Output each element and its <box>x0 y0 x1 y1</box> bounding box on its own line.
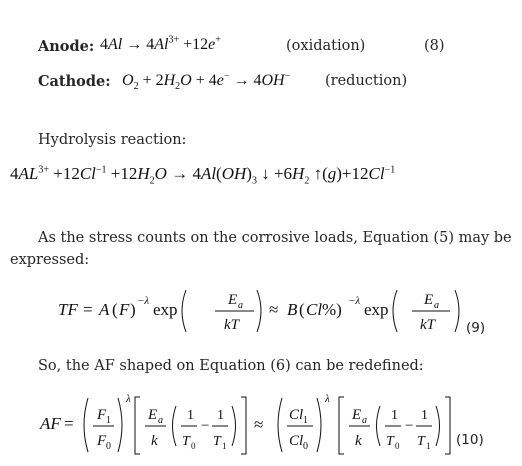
svg-text:1: 1 <box>391 408 398 423</box>
svg-text:0: 0 <box>303 441 308 452</box>
svg-text:=: = <box>64 414 74 433</box>
svg-text:TF: TF <box>58 300 78 319</box>
equation-number-8: (8) <box>424 38 445 54</box>
svg-text:λ: λ <box>126 393 131 405</box>
svg-text:): ) <box>130 300 136 319</box>
svg-text:%): %) <box>322 300 342 319</box>
svg-text:a: a <box>238 300 243 311</box>
svg-text:Cl: Cl <box>289 407 304 423</box>
svg-text:A: A <box>99 300 110 319</box>
svg-text:E: E <box>352 407 362 423</box>
equation-number-9: (9) <box>466 320 486 336</box>
cathode-label: Cathode: <box>38 73 111 90</box>
svg-text:k: k <box>355 433 362 449</box>
svg-text:−λ: −λ <box>137 295 150 307</box>
svg-text:Cl: Cl <box>306 300 323 319</box>
svg-text:(: ( <box>299 300 305 319</box>
svg-text:E: E <box>228 292 238 308</box>
svg-text:kT: kT <box>420 317 435 333</box>
svg-text:AF: AF <box>40 414 61 433</box>
paragraph-2: So, the AF shaped on Equation (6) can be redefined: <box>38 358 424 374</box>
anode-equation: $4Al \to 4Al^{3+} +12e^+$ <box>100 34 221 53</box>
anode-note: (oxidation) <box>286 38 366 54</box>
svg-text:−: − <box>201 418 210 434</box>
svg-text:−: − <box>405 418 414 434</box>
svg-text:E: E <box>424 292 434 308</box>
svg-text:F: F <box>97 433 107 449</box>
svg-text:0: 0 <box>106 441 111 452</box>
svg-text:B: B <box>287 300 298 319</box>
svg-text:T: T <box>182 434 190 449</box>
svg-text:T: T <box>213 434 221 449</box>
hydrolysis-equation: $4AL^{3+} +12Cl^{-1} +12H_2O \to 4Al(OH)_3$ ↓ $+6H_2$ $↑(g)+12Cl^{-1}$ <box>10 164 396 187</box>
svg-text:F: F <box>119 300 130 319</box>
equation-9 <box>0 280 522 342</box>
svg-text:1: 1 <box>187 408 194 423</box>
svg-text:k: k <box>151 433 158 449</box>
svg-text:a: a <box>362 415 367 426</box>
svg-text:≈: ≈ <box>269 300 279 319</box>
cathode-equation: $O_2 + 2H_2O + 4e^- \to 4OH^-$ <box>122 70 291 93</box>
svg-text:a: a <box>434 300 439 311</box>
svg-text:1: 1 <box>217 408 224 423</box>
cathode-note: (reduction) <box>325 73 408 89</box>
svg-text:1: 1 <box>303 415 308 426</box>
svg-text:exp: exp <box>364 300 389 319</box>
svg-text:a: a <box>158 415 163 426</box>
svg-text:1: 1 <box>222 441 227 451</box>
equation-number-10: (10) <box>456 432 484 448</box>
svg-text:=: = <box>83 300 93 319</box>
svg-text:Cl: Cl <box>289 433 304 449</box>
paragraph-1-line-1: As the stress counts on the corrosive loads, Equation (5) may be <box>38 230 512 246</box>
svg-text:T: T <box>386 434 394 449</box>
svg-text:λ: λ <box>325 393 330 405</box>
svg-text:1: 1 <box>106 415 111 426</box>
svg-text:0: 0 <box>395 441 400 451</box>
svg-text:(: ( <box>112 300 118 319</box>
svg-text:F: F <box>97 407 107 423</box>
svg-text:E: E <box>148 407 158 423</box>
svg-text:≈: ≈ <box>254 415 264 434</box>
hydrolysis-heading: Hydrolysis reaction: <box>38 132 187 148</box>
svg-text:kT: kT <box>224 317 239 333</box>
svg-text:−λ: −λ <box>348 295 361 307</box>
equation-10 <box>0 388 522 462</box>
svg-text:1: 1 <box>426 441 431 451</box>
svg-text:T: T <box>417 434 425 449</box>
svg-text:0: 0 <box>191 441 196 451</box>
svg-text:exp: exp <box>153 300 178 319</box>
svg-text:1: 1 <box>421 408 428 423</box>
paragraph-1-line-2: expressed: <box>10 252 90 268</box>
anode-label: Anode: <box>38 38 95 55</box>
